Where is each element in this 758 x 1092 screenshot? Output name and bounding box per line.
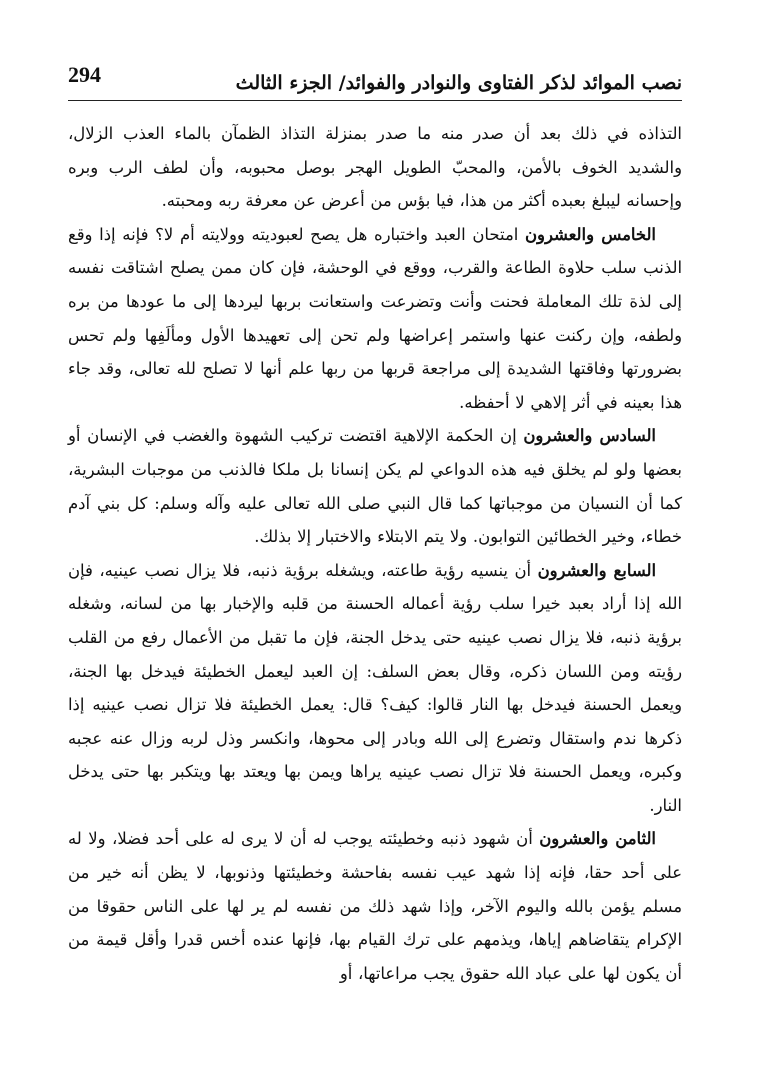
paragraph-25 bbox=[68, 218, 682, 420]
paragraph-heading: الثامن والعشرون bbox=[539, 829, 656, 849]
paragraph-text: التذاذه في ذلك بعد أن صدر منه ما صدر بمنزلة التذاذ الظمآن بالماء العذب الزلال، والشديد الخوف بالأمن، والمحبّ الطويل الهجر بوصل محبوبه، وأن لطف الرب وبره وإحسانه ليبلغ بعبده أكثر من هذا، فيا بؤس من أعرض عن معرفة ربه ومحبته. bbox=[68, 124, 682, 211]
paragraph-text: امتحان العبد واختباره هل يصح لعبوديته وولايته أم لا؟ فإنه إذا وقع الذنب سلب حلاوة الطاعة والقرب، ووقع في الوحشة، فإن كان ممن يصلح اشتاقت نفسه إلى لذة تلك المعاملة فحنت وأنت وتضرعت واستعانت بربها ليردها إلى ما عودها من بره ولطفه، وإن ركنت عنها واستمر إعراضها ولم تحن إلى تعهيدها الأول ومألَفِها ولم تحس بضرورتها وفاقتها الشديدة إلى مراجعة قربها من ربها علم أنها لا تصلح لله تعالى، وقد جاء هذا بعينه في أثر إلاهي لا أحفظه. bbox=[68, 224, 682, 412]
page-body bbox=[68, 117, 682, 990]
paragraph-continuation bbox=[68, 117, 682, 218]
paragraph-heading: الخامس والعشرون bbox=[525, 224, 656, 244]
paragraph-26 bbox=[68, 419, 682, 553]
paragraph-text: أن شهود ذنبه وخطيئته يوجب له أن لا يرى له على أحد فضلا، ولا له على أحد حقا، فإنه إذا شهد عيب نفسه بفاحشة وخطيئتها وذنوبها، لا يظن أنه خير من مسلم يؤمن بالله واليوم الآخر، وإذا شهد ذلك من نفسه لم ير لها على الناس حقوقا من الإكرام يتقاضاهم إياها، ويذمهم على ترك القيام بها، فإنها عنده أخس قدرا وأقل قيمة من أن يكون لها على عباد الله حقوق يجب مراعاتها، أو bbox=[68, 829, 682, 983]
paragraph-heading: السابع والعشرون bbox=[537, 560, 656, 580]
paragraph-text: إن الحكمة الإلاهية اقتضت تركيب الشهوة والغضب في الإنسان أو بعضها ولو لم يخلق فيه هذه الدواعي لم يكن إنسانا بل ملكا فالذنب من موجبات البشرية، كما أن النسيان من موجباتها كما قال النبي صلى الله تعالى عليه وآله وسلم: كل بني آدم خطاء، وخير الخطائين التوابون. ولا يتم الابتلاء والاختبار إلا بذلك. bbox=[68, 426, 682, 547]
page-number: 294 bbox=[68, 62, 101, 87]
paragraph-heading: السادس والعشرون bbox=[523, 426, 656, 446]
book-page bbox=[68, 56, 682, 1066]
page-header bbox=[68, 56, 682, 101]
paragraph-28 bbox=[68, 822, 682, 990]
paragraph-27 bbox=[68, 554, 682, 823]
paragraph-text: أن ينسيه رؤية طاعته، ويشغله برؤية ذنبه، فلا يزال نصب عينيه، فإن الله إذا أراد بعبد خيرا سلب رؤية أعماله الحسنة من قلبه والإخبار بها من لسانه، وشغله برؤية ذنبه، فلا يزال نصب عينيه حتى يدخل الجنة، فإن ما تقبل من الأعمال رفع من القلب رؤيته ومن اللسان ذكره، وقال بعض السلف: إن العبد ليعمل الخطيئة فيدخل بها الجنة، ويعمل الحسنة فيدخل بها النار قالوا: كيف؟ قال: يعمل الخطيئة فلا تزال نصب عينيه إذا ذكرها ندم واستقال وتضرع إلى الله وبادر إلى محوها، وانكسر وذل لربه وزال عنه عجبه وكبره، ويعمل الحسنة فلا تزال نصب عينيه يراها ويمن بها ويعتد بها ويتكبر بها حتى يدخل النار. bbox=[68, 560, 682, 815]
running-title: نصب الموائد لذكر الفتاوى والنوادر والفوائد/ الجزء الثالث bbox=[235, 72, 682, 94]
